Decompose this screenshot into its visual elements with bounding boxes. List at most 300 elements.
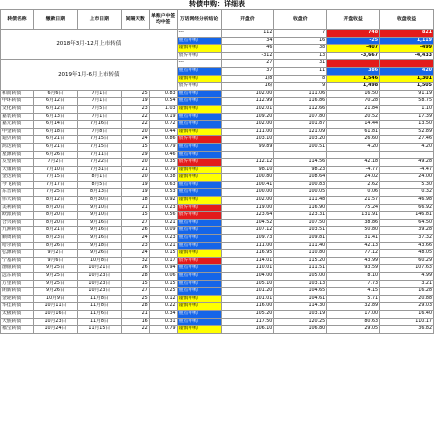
allotment-cell[interactable]: 0.19 [149,113,177,121]
close-price-cell[interactable]: 108.64 [274,174,327,182]
open-gain-cell[interactable]: 75.24 [327,204,380,212]
close-gain-cell[interactable]: 43.66 [380,242,434,250]
payment-date-cell[interactable]: 7月15日 [33,174,77,182]
open-price-cell[interactable]: 105.10 [221,280,274,288]
summary-close-gain-cell[interactable]: 420 [380,67,434,75]
interval-days-cell[interactable]: 22 [121,121,149,129]
interval-days-cell[interactable]: 20 [121,174,149,182]
open-gain-cell[interactable] [327,151,380,159]
open-price-cell[interactable]: 112.12 [221,159,274,167]
payment-date-cell[interactable]: 8月12日 [33,197,77,205]
bond-name-cell[interactable]: 迪贝转债 [1,136,34,144]
payment-date-cell[interactable]: 10月24日 [33,326,77,334]
close-price-cell[interactable]: 123.31 [274,212,327,220]
summary-count-cell[interactable]: 31 [274,60,327,68]
close-price-cell[interactable]: 110.80 [274,250,327,258]
listing-date-cell[interactable]: 7月11日 [77,151,121,159]
close-gain-cell[interactable]: 146.81 [380,212,434,220]
interval-days-cell[interactable]: 21 [121,166,149,174]
open-gain-cell[interactable]: 21.84 [327,105,380,113]
payment-date-cell[interactable]: 8月20日 [33,204,77,212]
open-gain-cell[interactable]: 14.44 [327,121,380,129]
interval-days-cell[interactable]: 23 [121,242,149,250]
allotment-cell[interactable]: 0.22 [149,303,177,311]
open-price-cell[interactable]: 102.00 [221,121,274,129]
summary-open-gain-cell[interactable]: 1,498 [327,83,380,91]
allotment-cell[interactable]: 0.38 [149,174,177,182]
conclusion-cell[interactable]: 谨慎申购 [177,250,221,258]
open-gain-cell[interactable]: 80.63 [327,318,380,326]
summary-close-gain-cell[interactable]: -4,433 [380,52,434,60]
conclusion-cell[interactable]: 重点申购 [177,181,221,189]
conclusion-cell[interactable]: 重点申购 [177,98,221,106]
bond-name-cell[interactable]: 今飞转债 [1,181,34,189]
listing-date-cell[interactable]: 9月18日 [77,242,121,250]
bond-name-cell[interactable]: 星源转债 [1,151,34,159]
summary-conclusion-cell[interactable]: 谨慎申购 [177,45,221,53]
allotment-cell[interactable]: 0.23 [149,235,177,243]
header-cell[interactable]: 收盘收益 [380,10,434,30]
open-gain-cell[interactable]: 29.05 [327,326,380,334]
close-gain-cell[interactable]: 91.19 [380,90,434,98]
bond-name-cell[interactable]: 远东转债 [1,273,34,281]
summary-count-cell[interactable]: 112 [221,30,274,38]
close-price-cell[interactable]: 103.20 [274,136,327,144]
open-price-cell[interactable]: 117.50 [221,318,274,326]
interval-days-cell[interactable]: 22 [121,326,149,334]
open-gain-cell[interactable]: 24.02 [327,174,380,182]
listing-date-cell[interactable]: 7月1日 [77,113,121,121]
allotment-cell[interactable]: 1.03 [149,105,177,113]
open-price-cell[interactable] [221,151,274,159]
listing-date-cell[interactable]: 9月26日 [77,250,121,258]
listing-date-cell[interactable]: 11月15日 [77,326,121,334]
allotment-cell[interactable]: 0.31 [149,318,177,326]
open-gain-cell[interactable]: -4.77 [327,166,380,174]
interval-days-cell[interactable]: 16 [121,318,149,326]
open-gain-cell[interactable]: 32.89 [327,303,380,311]
allotment-cell[interactable]: 0.15 [149,280,177,288]
allotment-cell[interactable]: 0.79 [149,326,177,334]
bond-name-cell[interactable]: 金轮转债 [1,295,34,303]
interval-days-cell[interactable]: 25 [121,295,149,303]
open-price-cell[interactable]: 119.00 [221,204,274,212]
conclusion-cell[interactable]: 谨慎申购 [177,174,221,182]
summary-open-gain-cell[interactable]: 386 [327,67,380,75]
conclusion-cell[interactable]: 放弃申购 [177,257,221,265]
payment-date-cell[interactable]: 8月20日 [33,212,77,220]
open-price-cell[interactable]: 100.80 [221,174,274,182]
payment-date-cell[interactable]: 8月21日 [33,227,77,235]
open-gain-cell[interactable]: 8.10 [327,273,380,281]
interval-days-cell[interactable]: 18 [121,197,149,205]
summary-close-gain-cell[interactable]: -499 [380,45,434,53]
close-gain-cell[interactable]: 39.28 [380,227,434,235]
close-price-cell[interactable]: 109.81 [274,235,327,243]
listing-date-cell[interactable]: 10月23日 [77,273,121,281]
open-price-cell[interactable]: 102.00 [221,90,274,98]
close-gain-cell[interactable]: 29.03 [380,303,434,311]
allotment-cell[interactable]: 0.79 [149,166,177,174]
close-gain-cell[interactable]: 3.21 [380,280,434,288]
close-gain-cell[interactable]: 16.40 [380,310,434,318]
open-gain-cell[interactable]: 38.86 [327,219,380,227]
bond-name-cell[interactable]: 九洲转债 [1,227,34,235]
summary-close-gain-cell[interactable]: 1,301 [380,75,434,83]
open-gain-cell[interactable]: 42.18 [327,159,380,167]
payment-date-cell[interactable]: 10月23日 [33,318,77,326]
summary-open-gain-cell[interactable]: -25 [327,37,380,45]
payment-date-cell[interactable]: 6月21日 [33,143,77,151]
close-price-cell[interactable]: 100.83 [274,181,327,189]
open-gain-cell[interactable]: 17.00 [327,310,380,318]
header-cell[interactable]: 缴款日期 [33,10,77,30]
close-gain-cell[interactable]: -4.47 [380,166,434,174]
close-price-cell[interactable]: 116.86 [274,98,327,106]
close-price-cell[interactable]: 115.20 [274,257,327,265]
close-price-cell[interactable]: 107.50 [274,219,327,227]
allotment-cell[interactable]: 0.35 [149,159,177,167]
bond-name-cell[interactable]: 哈尔转债 [1,242,34,250]
allotment-cell[interactable]: 0.25 [149,288,177,296]
close-gain-cell[interactable] [380,151,434,159]
listing-date-cell[interactable]: 7月1日 [77,98,121,106]
summary-open-gain-cell[interactable]: 748 [327,30,380,38]
allotment-cell[interactable]: 0.21 [149,219,177,227]
interval-days-cell[interactable]: 19 [121,98,149,106]
open-price-cell[interactable]: 109.20 [221,113,274,121]
conclusion-cell[interactable]: 重点申购 [177,143,221,151]
open-gain-cell[interactable]: 5.71 [327,295,380,303]
open-gain-cell[interactable]: 21.57 [327,197,380,205]
interval-days-cell[interactable]: 27 [121,288,149,296]
conclusion-cell[interactable]: 重点申购 [177,310,221,318]
allotment-cell[interactable]: 0.92 [149,197,177,205]
payment-date-cell[interactable]: 6月18日 [33,128,77,136]
allotment-cell[interactable]: 0.94 [149,265,177,273]
close-price-cell[interactable]: 111.06 [274,90,327,98]
listing-date-cell[interactable]: 8月5日 [77,181,121,189]
bond-name-cell[interactable]: 中环转债 [1,98,34,106]
interval-days-cell[interactable]: 32 [121,257,149,265]
bond-name-cell[interactable]: 顺周转债 [1,235,34,243]
summary-open-gain-cell[interactable] [327,60,380,68]
conclusion-cell[interactable]: 重点申购 [177,273,221,281]
interval-days-cell[interactable]: 24 [121,136,149,144]
payment-date-cell[interactable]: 8月26日 [33,242,77,250]
listing-date-cell[interactable]: 7月5日 [77,105,121,113]
summary-count-cell[interactable]: 13 [274,52,327,60]
allotment-cell[interactable]: 0.06 [149,273,177,281]
open-price-cell[interactable]: 109.73 [221,235,274,243]
interval-days-cell[interactable]: 23 [121,105,149,113]
interval-days-cell[interactable]: 28 [121,273,149,281]
open-gain-cell[interactable]: 20.52 [327,113,380,121]
open-price-cell[interactable]: 105.20 [221,310,274,318]
allotment-cell[interactable]: 0.83 [149,90,177,98]
bond-name-cell[interactable]: 和而转债 [1,90,34,98]
close-gain-cell[interactable]: 5.30 [380,181,434,189]
header-cell[interactable]: 上市日期 [77,10,121,30]
allotment-cell[interactable]: 0.86 [149,136,177,144]
close-price-cell[interactable] [274,151,327,159]
conclusion-cell[interactable]: 谨慎申购 [177,295,221,303]
summary-group-label[interactable]: 2019年1月-6月上市转债 [1,60,178,90]
close-price-cell[interactable]: 111.51 [274,265,327,273]
conclusion-cell[interactable]: 谨慎申购 [177,326,221,334]
allotment-cell[interactable]: 0.44 [149,128,177,136]
open-gain-cell[interactable]: 70.28 [327,98,380,106]
payment-date-cell[interactable]: 7月17日 [33,181,77,189]
open-gain-cell[interactable]: 4.20 [327,143,380,151]
close-gain-cell[interactable]: 4.99 [380,273,434,281]
payment-date-cell[interactable]: 9月26日 [33,288,77,296]
listing-date-cell[interactable]: 11月8日 [77,318,121,326]
summary-count-cell[interactable]: 1/8 [221,75,274,83]
interval-days-cell[interactable]: 24 [121,235,149,243]
summary-conclusion-cell[interactable]: --- [177,30,221,38]
allotment-cell[interactable]: 0.54 [149,98,177,106]
conclusion-cell[interactable]: 重点申购 [177,113,221,121]
payment-date-cell[interactable]: 9月25日 [33,280,77,288]
close-price-cell[interactable]: 100.05 [274,189,327,197]
listing-date-cell[interactable]: 10月23日 [77,280,121,288]
conclusion-cell[interactable]: 重点申购 [177,242,221,250]
listing-date-cell[interactable]: 7月22日 [77,159,121,167]
close-gain-cell[interactable]: 0.32 [380,189,434,197]
close-gain-cell[interactable]: 46.98 [380,197,434,205]
listing-date-cell[interactable]: 7月1日 [77,90,121,98]
interval-days-cell[interactable]: 29 [121,151,149,159]
conclusion-cell[interactable]: 重点申购 [177,265,221,273]
close-gain-cell[interactable]: 16.28 [380,288,434,296]
interval-days-cell[interactable]: 25 [121,90,149,98]
header-cell[interactable]: 收盘价 [274,10,327,30]
close-price-cell[interactable]: 104.61 [274,295,327,303]
interval-days-cell[interactable]: 21 [121,204,149,212]
interval-days-cell[interactable]: 20 [121,159,149,167]
payment-date-cell[interactable]: 6月12日 [33,105,77,113]
summary-conclusion-cell[interactable]: 重点申购 [177,67,221,75]
listing-date-cell[interactable]: 7月31日 [77,166,121,174]
summary-close-gain-cell[interactable] [380,60,434,68]
conclusion-cell[interactable]: 放弃申购 [177,212,221,220]
summary-count-cell[interactable]: 37 [221,67,274,75]
close-gain-cell[interactable]: 49.28 [380,159,434,167]
close-gain-cell[interactable]: 52.89 [380,128,434,136]
interval-days-cell[interactable]: 21 [121,310,149,318]
listing-date-cell[interactable]: 8月1日 [77,174,121,182]
open-price-cell[interactable]: 104.52 [221,219,274,227]
close-gain-cell[interactable]: 60.29 [380,257,434,265]
open-gain-cell[interactable]: 16.50 [327,90,380,98]
close-price-cell[interactable]: 107.80 [274,113,327,121]
listing-date-cell[interactable]: 11月8日 [77,295,121,303]
open-price-cell[interactable]: 101.01 [221,295,274,303]
allotment-cell[interactable]: 0.79 [149,143,177,151]
payment-date-cell[interactable]: 6月6日 [33,90,77,98]
close-gain-cell[interactable]: 13.50 [380,121,434,129]
allotment-cell[interactable]: 0.46 [149,151,177,159]
payment-date-cell[interactable]: 10月9日 [33,295,77,303]
listing-date-cell[interactable]: 7月15日 [77,136,121,144]
conclusion-cell[interactable]: 谨慎申购 [177,303,221,311]
bond-name-cell[interactable]: 嘉元转债 [1,121,34,129]
interval-days-cell[interactable]: 24 [121,250,149,258]
open-gain-cell[interactable]: 43.99 [327,257,380,265]
open-price-cell[interactable]: 100.00 [221,189,274,197]
close-gain-cell[interactable]: 24.00 [380,174,434,182]
summary-group-label[interactable]: 2018年3月-12月上市转债 [1,30,178,60]
listing-date-cell[interactable]: 9月16日 [77,227,121,235]
listing-date-cell[interactable]: 7月16日 [77,121,121,129]
open-price-cell[interactable]: 112.99 [221,98,274,106]
close-gain-cell[interactable]: 4.20 [380,143,434,151]
open-gain-cell[interactable]: 50.80 [327,227,380,235]
close-price-cell[interactable]: 101.87 [274,121,327,129]
summary-count-cell[interactable]: 8 [274,75,327,83]
close-price-cell[interactable]: 104.65 [274,288,327,296]
conclusion-cell[interactable]: 谨慎申购 [177,105,221,113]
open-gain-cell[interactable]: 42.13 [327,242,380,250]
summary-conclusion-cell[interactable]: --- [177,60,221,68]
open-gain-cell[interactable]: 26.60 [327,136,380,144]
conclusion-cell[interactable]: 谨慎申购 [177,166,221,174]
open-price-cell[interactable]: 114.01 [221,257,274,265]
open-price-cell[interactable]: 104.00 [221,273,274,281]
conclusion-cell[interactable]: 放弃申购 [177,136,221,144]
payment-date-cell[interactable]: 8月23日 [33,235,77,243]
close-price-cell[interactable]: 98.23 [274,166,327,174]
listing-date-cell[interactable]: 11月6日 [77,310,121,318]
payment-date-cell[interactable]: 8月20日 [33,219,77,227]
open-gain-cell[interactable]: 77.12 [327,250,380,258]
summary-count-cell[interactable]: 16/ [221,83,274,91]
summary-close-gain-cell[interactable]: 1,505 [380,83,434,91]
summary-count-cell[interactable]: 38 [274,45,327,53]
bond-name-cell[interactable]: 中金转债 [1,128,34,136]
bond-name-cell[interactable]: 友堂转债 [1,159,34,167]
payment-date-cell[interactable]: 7月10日 [33,166,77,174]
open-price-cell[interactable]: 123.64 [221,212,274,220]
summary-close-gain-cell[interactable]: 821 [380,30,434,38]
open-gain-cell[interactable]: 131.91 [327,212,380,220]
bond-name-cell[interactable]: 太极转债 [1,310,34,318]
summary-conclusion-cell[interactable]: 放弃申购 [177,83,221,91]
bond-name-cell[interactable]: 鸿达转债 [1,143,34,151]
summary-open-gain-cell[interactable]: -3,667 [327,52,380,60]
close-gain-cell[interactable]: 107.63 [380,265,434,273]
open-gain-cell[interactable]: 0.06 [327,189,380,197]
open-gain-cell[interactable]: 93.59 [327,265,380,273]
close-gain-cell[interactable]: 48.05 [380,250,434,258]
close-gain-cell[interactable]: 1.10 [380,105,434,113]
close-price-cell[interactable]: 103.19 [274,310,327,318]
bond-name-cell[interactable]: 万里转债 [1,280,34,288]
open-price-cell[interactable]: 116.00 [221,303,274,311]
summary-count-cell[interactable]: -312 [221,52,274,60]
close-gain-cell[interactable]: 36.82 [380,326,434,334]
bond-name-cell[interactable]: 福宝转债 [1,326,34,334]
summary-conclusion-cell[interactable]: 放弃申购 [177,52,221,60]
conclusion-cell[interactable]: 重点申购 [177,288,221,296]
allotment-cell[interactable]: 0.34 [149,310,177,318]
listing-date-cell[interactable]: 9月10日 [77,212,121,220]
conclusion-cell[interactable]: 重点申购 [177,189,221,197]
payment-date-cell[interactable]: 6月12日 [33,98,77,106]
header-cell[interactable]: 间隔天数 [121,10,149,30]
listing-date-cell[interactable]: 10月8日 [77,257,121,265]
summary-open-gain-cell[interactable]: 1,546 [327,75,380,83]
interval-days-cell[interactable]: 15 [121,143,149,151]
bond-name-cell[interactable]: 天康转债 [1,166,34,174]
bond-name-cell[interactable]: 欧派转债 [1,212,34,220]
open-price-cell[interactable]: 103.10 [221,136,274,144]
listing-date-cell[interactable]: 7月8日 [77,128,121,136]
interval-days-cell[interactable]: 26 [121,265,149,273]
open-price-cell[interactable]: 98.10 [221,166,274,174]
summary-count-cell[interactable]: 46 [221,45,274,53]
summary-count-cell[interactable]: 16 [274,37,327,45]
allotment-cell[interactable]: 0.09 [149,227,177,235]
bond-name-cell[interactable]: 弘源转债 [1,250,34,258]
bond-name-cell[interactable]: 文化转债 [1,105,34,113]
close-price-cell[interactable]: 114.56 [274,159,327,167]
close-gain-cell[interactable]: 37.32 [380,235,434,243]
listing-date-cell[interactable]: 7月15日 [77,143,121,151]
open-gain-cell[interactable]: 4.15 [327,288,380,296]
listing-date-cell[interactable]: 9月10日 [77,204,121,212]
payment-date-cell[interactable]: 6月21日 [33,136,77,144]
allotment-cell[interactable]: 0.23 [149,204,177,212]
interval-days-cell[interactable]: 15 [121,280,149,288]
listing-date-cell[interactable]: 11月8日 [77,303,121,311]
allotment-cell[interactable]: 0.12 [149,295,177,303]
open-price-cell[interactable]: 110.01 [221,265,274,273]
conclusion-cell[interactable]: 重点申购 [177,280,221,288]
close-gain-cell[interactable]: 64.50 [380,219,434,227]
summary-open-gain-cell[interactable]: -407 [327,45,380,53]
payment-date-cell[interactable]: 6月26日 [33,151,77,159]
close-price-cell[interactable]: 116.90 [274,204,327,212]
close-price-cell[interactable]: 103.51 [274,227,327,235]
bond-name-cell[interactable]: 宁基转债 [1,257,34,265]
conclusion-cell[interactable]: 重点申购 [177,235,221,243]
conclusion-cell[interactable]: 重点申购 [177,90,221,98]
listing-date-cell[interactable]: 8月13日 [77,189,121,197]
allotment-cell[interactable]: 0.21 [149,242,177,250]
summary-count-cell[interactable]: 7 [274,30,327,38]
interval-days-cell[interactable]: 27 [121,219,149,227]
summary-conclusion-cell[interactable]: 重点申购 [177,37,221,45]
bond-name-cell[interactable]: 金达转债 [1,174,34,182]
payment-date-cell[interactable]: 10月11日 [33,303,77,311]
open-price-cell[interactable]: 100.41 [221,181,274,189]
close-price-cell[interactable]: 106.80 [274,326,327,334]
interval-days-cell[interactable]: 22 [121,113,149,121]
close-gain-cell[interactable]: 66.92 [380,204,434,212]
payment-date-cell[interactable]: 6月14日 [33,121,77,129]
interval-days-cell[interactable]: 19 [121,189,149,197]
conclusion-cell[interactable]: 重点申购 [177,227,221,235]
header-cell[interactable]: 转债名称 [1,10,34,30]
interval-days-cell[interactable]: 26 [121,227,149,235]
conclusion-cell[interactable]: 重点申购 [177,121,221,129]
allotment-cell[interactable]: 0.17 [149,257,177,265]
close-gain-cell[interactable]: 58.75 [380,98,434,106]
interval-days-cell[interactable]: 20 [121,128,149,136]
summary-count-cell[interactable]: 11 [274,67,327,75]
